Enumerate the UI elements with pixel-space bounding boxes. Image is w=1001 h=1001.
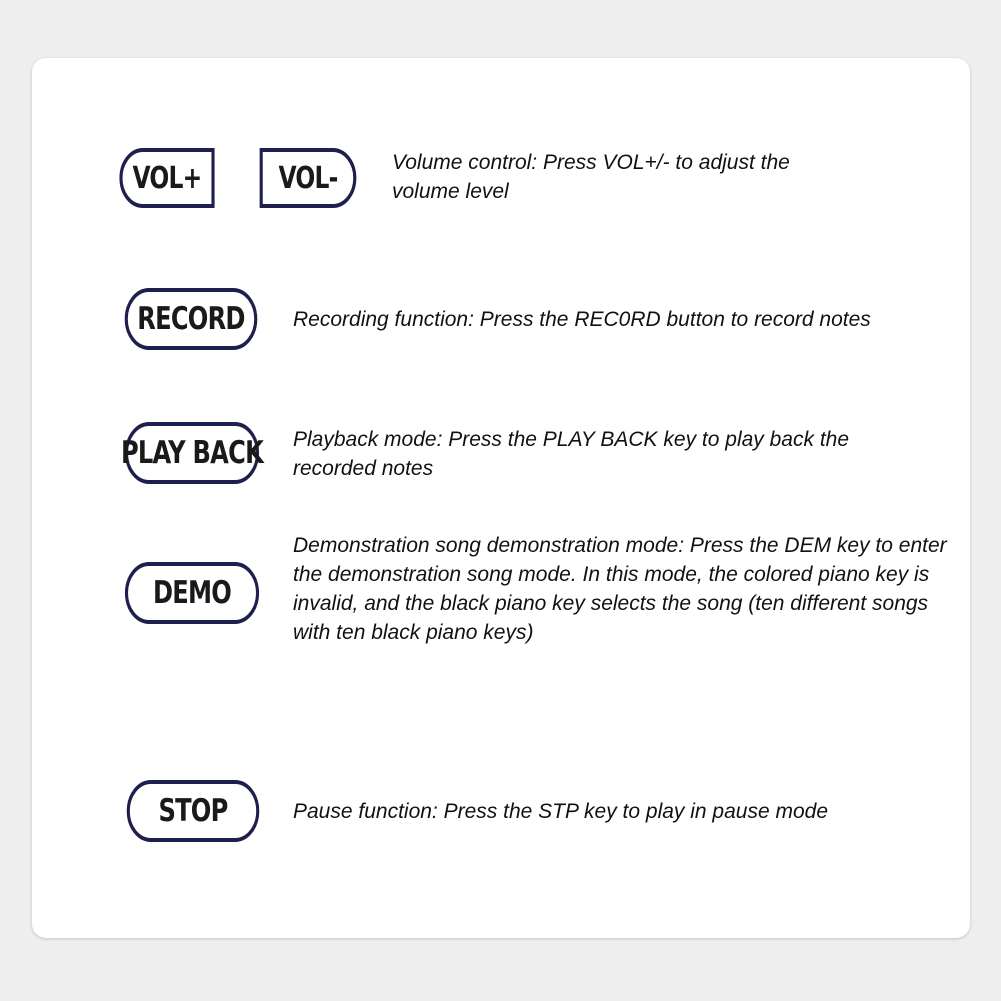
vol-plus-label: VOL+: [132, 160, 202, 196]
stop-description: Pause function: Press the STP key to play in pause mode: [293, 800, 829, 823]
playback-key: [120, 422, 264, 484]
stop-key: [127, 780, 260, 842]
stop-label: STOP: [158, 793, 228, 829]
playback-description: Playback mode: Press the PLAY BACK key to play back the recorded notes: [293, 428, 850, 480]
playback-label: PLAY BACK: [120, 435, 264, 471]
vol-minus-label: VOL-: [278, 160, 338, 196]
demo-key: [125, 562, 259, 624]
vol-plus-key: [119, 148, 214, 208]
vol-minus-key: [260, 148, 357, 208]
volume-description: Volume control: Press VOL+/- to adjust the volume level: [392, 151, 790, 203]
demo-label: DEMO: [152, 575, 232, 611]
record-key: [125, 288, 258, 350]
record-label: RECORD: [137, 301, 245, 337]
demo-description: Demonstration song demonstration mode: Press the DEM key to enter the demonstration song mode. In this mode, the colored piano key is invalid, and the black piano key selects the song (ten different songs with ten black piano keys): [293, 534, 947, 644]
record-description: Recording function: Press the REC0RD button to record notes: [293, 308, 871, 331]
